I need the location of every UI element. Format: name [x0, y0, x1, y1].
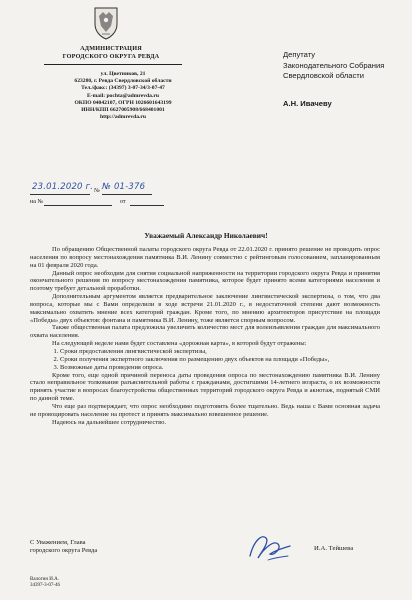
executor-block	[30, 577, 60, 590]
org-address-block	[58, 71, 188, 121]
registration-row-outgoing	[30, 182, 200, 196]
paragraph: На следующей неделе нами будет составлена «дорожная карта», в которой будут отражены:	[52, 340, 307, 348]
address-line: ОКПО 04042107, ОГРН 1026601643199	[74, 99, 172, 106]
number-label: №	[94, 188, 100, 194]
org-line-2: ГОРОДСКОГО ОКРУГА РЕВДА	[62, 53, 160, 60]
reply-number-underline	[44, 205, 112, 206]
handwritten-number: № 01-376	[102, 182, 146, 192]
executor-phone: 34397-3-07-46	[30, 583, 60, 589]
addressee-block	[283, 50, 393, 109]
address-line: E-mail: pochta@admrevda.ru	[87, 92, 159, 99]
paragraph: По обращению Общественной палаты городского округа Ревда от 22.01.2020 г. принято решение не проводить опрос населения по вопросу местонахождения памятника В.И. Ленину совместно с рейтинговым голосованием, запланированным на 01 февраля 2020 года.	[30, 246, 380, 269]
address-line: ИНН/КПП 6627005908/668401001	[81, 107, 165, 114]
number-underline	[102, 194, 152, 195]
coat-of-arms-icon	[93, 6, 119, 40]
address-line: 623280, г. Ревда Свердловской области	[74, 78, 172, 85]
salutation: Уважаемый Александр Николаевич!	[144, 231, 268, 240]
from-label: от	[120, 199, 126, 205]
paragraph: Дополнительным аргументом является предварительное заключение лингвистической экспертизы, о том, что два вопроса, которые мы с Вами определили в ходе встречи 21.01.2020 г., в недостаточной степени дают возможность максимально охватить мнение всех категорий граждан. Кроме того, по мнению архитекторов присутствие на площади «Победы» двух объектов: фонтана и памятника В.И. Ленину, тоже является спорным вопросом.	[30, 293, 380, 324]
reply-to-label: на №	[30, 199, 44, 205]
addressee-line-2: Законодательного Собрания	[283, 60, 385, 70]
roadmap-list	[30, 348, 380, 372]
closing-line-1: С Уважением, Глава	[30, 539, 86, 546]
header-divider	[44, 64, 182, 65]
signature-icon	[244, 530, 294, 562]
addressee-line-1: Депутату	[283, 50, 316, 59]
paragraph: Надеюсь на дальнейшее сотрудничество.	[52, 418, 166, 426]
registration-row-incoming	[30, 199, 200, 209]
org-title	[56, 45, 166, 61]
list-item: 1. Сроки предоставления лингвистической экспертизы,	[60, 348, 380, 356]
paragraph: Кроме того, еще одной причиной переноса даты проведения опроса по местонахождению памятника В.И. Ленину стало неправильное толкование разъяснительной работы с гражданами, достигшими 14-летнего возраста, о их возможности принять участие в вопросах благоустройства общественных территорий городского округа Ревда и акнотаж, поднятый СМИ по данной теме.	[30, 371, 380, 403]
paragraph: Также общественная палата предложила увеличить количество мест для волеизъявления граждан для максимального охвата населения.	[30, 324, 380, 340]
list-item: 3. Возможные даты проведения опроса.	[60, 364, 380, 372]
org-line-1: АДМИНИСТРАЦИЯ	[80, 45, 142, 52]
addressee-name: А.Н. Ивачеву	[283, 98, 332, 108]
signer-name: И.А. Тейшева	[314, 545, 354, 552]
address-line: http://admrevda.ru	[99, 114, 147, 121]
addressee-line-3: Свердловской области	[283, 71, 365, 80]
closing-block	[30, 539, 160, 555]
address-line: Тел./факс: (34397) 3-07-34/3-07-47	[81, 85, 165, 92]
executor-name: Валогин И.А.	[30, 577, 59, 582]
paragraph: Что еще раз подтверждает, что опрос необходимо подготовить более тщательно. Ведь наша с Вами основная задача не провоцировать население на протест и принять максимально взвешенное решение.	[30, 402, 380, 418]
list-item: 2. Сроки получения экспертного заключения по размещению двух объектов на площади «Победы»,	[60, 356, 380, 364]
handwritten-date: 23.01.2020 г.	[32, 182, 94, 192]
reply-date-underline	[130, 205, 164, 206]
date-underline	[30, 194, 90, 195]
letter-body	[30, 246, 380, 426]
address-line: ул. Цветников, 21	[100, 71, 146, 77]
closing-line-2: городского округа Ревда	[30, 547, 98, 555]
paragraph: Данный опрос необходим для снятия социальной напряженности на территории городского округа Ревда и принятия окончательного решения по вопросу местонахождения памятника, которое будет принято всеми категориями населения и поэтому требует детальной проработки.	[30, 269, 380, 293]
